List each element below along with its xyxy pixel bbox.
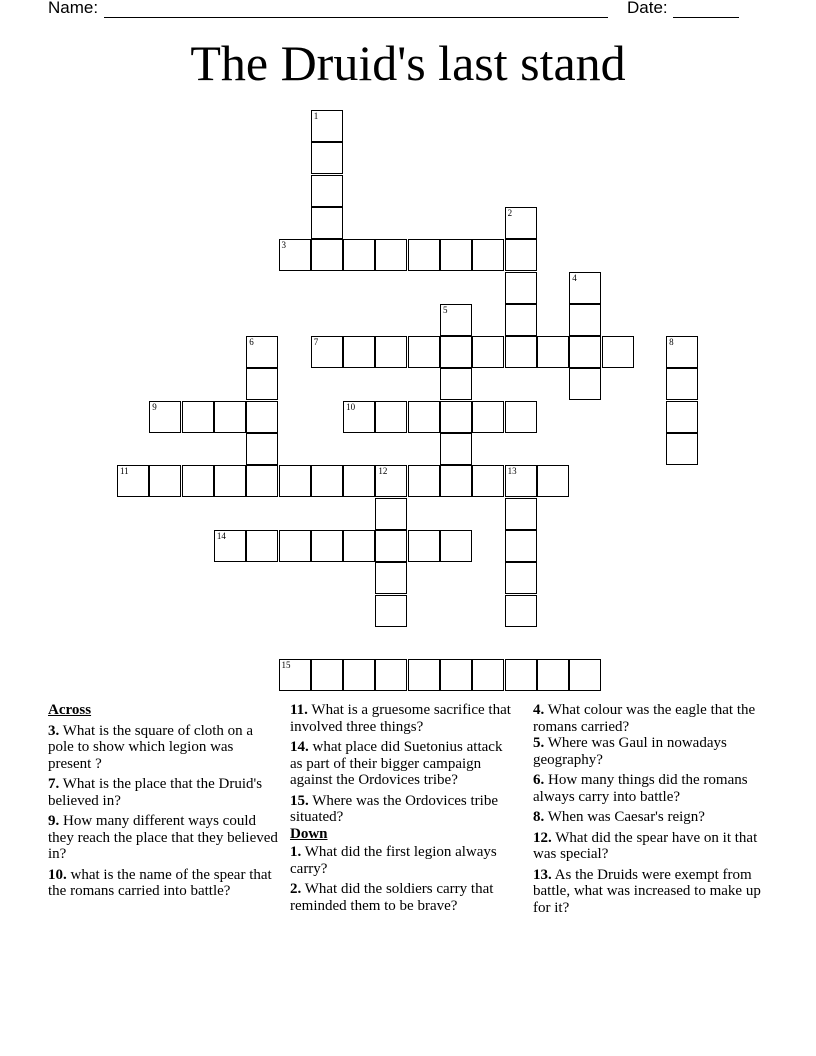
clue-number-label: 9 — [152, 401, 157, 412]
crossword-cell[interactable] — [472, 659, 504, 691]
crossword-cell[interactable] — [408, 401, 440, 433]
crossword-cell[interactable] — [246, 433, 278, 465]
clue-text: What colour was the eagle that the romans carried? — [533, 702, 756, 735]
crossword-cell[interactable] — [408, 659, 440, 691]
clue-across-3 — [48, 723, 280, 773]
crossword-cell[interactable] — [343, 336, 375, 368]
clue-number: 14. — [290, 739, 309, 755]
clue-down-6 — [533, 772, 765, 805]
crossword-cell[interactable] — [537, 659, 569, 691]
clue-text: Where was Gaul in nowadays geography? — [533, 735, 727, 768]
puzzle-title: The Druid's last stand — [190, 35, 626, 91]
crossword-cell[interactable] — [279, 239, 311, 271]
crossword-cell[interactable] — [375, 595, 407, 627]
crossword-cell[interactable] — [569, 304, 601, 336]
crossword-cell[interactable] — [505, 659, 537, 691]
crossword-cell[interactable] — [182, 401, 214, 433]
down-heading: Down — [290, 825, 328, 842]
crossword-cell[interactable] — [440, 336, 472, 368]
crossword-cell[interactable] — [343, 239, 375, 271]
clue-text: What is the square of cloth on a pole to show which legion was present ? — [48, 722, 254, 772]
clue-number: 2. — [290, 881, 302, 897]
clue-number-label: 10 — [346, 401, 356, 412]
crossword-cell[interactable] — [279, 530, 311, 562]
crossword-cell[interactable] — [246, 401, 278, 433]
clue-across-14 — [290, 739, 518, 789]
clue-number-label: 2 — [507, 207, 513, 218]
crossword-cell[interactable] — [214, 530, 246, 562]
clue-down-12 — [533, 830, 765, 863]
clue-number: 15. — [290, 792, 309, 809]
clue-text: Where was the Ordovices tribe situated? — [290, 792, 498, 825]
clue-text: What is the place that the Druid's believed in? — [48, 776, 263, 809]
crossword-cell[interactable] — [246, 465, 278, 497]
clue-number: 6. — [533, 772, 545, 788]
clue-down-4 — [533, 702, 765, 735]
clue-across-11 — [290, 702, 518, 735]
crossword-cell[interactable] — [149, 401, 181, 433]
clue-number: 4. — [533, 702, 545, 718]
crossword-cell[interactable] — [472, 336, 504, 368]
crossword-cell[interactable] — [666, 401, 698, 433]
clue-column-1 — [48, 702, 280, 904]
clue-number-label: 1 — [313, 111, 319, 121]
clue-number: 13. — [533, 866, 552, 883]
crossword-cell[interactable] — [343, 659, 375, 691]
crossword-cell[interactable] — [279, 465, 311, 497]
crossword-cell[interactable] — [602, 336, 634, 368]
name-label: Name: — [48, 0, 99, 17]
crossword-cell[interactable] — [505, 595, 537, 627]
clue-down-1 — [290, 844, 518, 877]
crossword-cell[interactable] — [311, 142, 343, 174]
crossword-cell[interactable] — [279, 659, 311, 691]
clue-number-label: 4 — [572, 272, 577, 283]
crossword-cell[interactable] — [117, 465, 149, 497]
clue-across-10 — [48, 867, 280, 900]
crossword-cell[interactable] — [375, 239, 407, 271]
clue-number-label: 8 — [669, 337, 674, 348]
clue-text: What did the spear have on it that was special? — [533, 829, 758, 862]
crossword-cell[interactable] — [311, 110, 343, 142]
clue-number-label: 11 — [120, 466, 129, 477]
crossword-cell[interactable] — [311, 465, 343, 497]
crossword-cell[interactable] — [214, 465, 246, 497]
crossword-cell[interactable] — [505, 465, 537, 497]
crossword-cell[interactable] — [311, 336, 343, 368]
crossword-cell[interactable] — [311, 239, 343, 271]
clue-across-15 — [290, 793, 518, 826]
crossword-cell[interactable] — [537, 465, 569, 497]
crossword-cell[interactable] — [440, 368, 472, 400]
crossword-cell[interactable] — [375, 401, 407, 433]
clue-down-5 — [533, 735, 765, 768]
clue-number-label: 6 — [249, 337, 254, 348]
crossword-cell[interactable] — [182, 465, 214, 497]
crossword-cell[interactable] — [569, 368, 601, 400]
clue-down-13 — [533, 867, 765, 917]
clue-number: 9. — [48, 813, 60, 829]
crossword-cell[interactable] — [375, 659, 407, 691]
crossword-cell[interactable] — [440, 530, 472, 562]
clue-column-3 — [533, 702, 765, 920]
clue-text: what is the name of the spear that the romans carried into battle? — [48, 866, 272, 899]
clue-number: 1. — [290, 844, 302, 860]
crossword-cell[interactable] — [440, 401, 472, 433]
crossword-cell[interactable] — [246, 368, 278, 400]
crossword-cell[interactable] — [343, 530, 375, 562]
clue-text: As the Druids were exempt from battle, what was increased to make up for it? — [533, 866, 761, 916]
crossword-cell[interactable] — [440, 659, 472, 691]
clue-column-2 — [290, 702, 518, 918]
clue-text: What did the first legion always carry? — [290, 844, 497, 877]
crossword-cell[interactable] — [214, 401, 246, 433]
clue-text: what place did Suetonius attack as part of their bigger campaign against the Ordovices tribe? — [290, 739, 503, 788]
crossword-cell[interactable] — [505, 401, 537, 433]
crossword-cell[interactable] — [375, 562, 407, 594]
crossword-cell[interactable] — [375, 530, 407, 562]
crossword-cell[interactable] — [666, 336, 698, 368]
clue-number-label: 5 — [443, 304, 448, 315]
clue-number-label: 3 — [281, 240, 286, 251]
clue-number: 8. — [533, 809, 545, 825]
clue-number: 3. — [48, 722, 60, 739]
crossword-cell[interactable] — [440, 465, 472, 497]
crossword-cell[interactable] — [505, 530, 537, 562]
clue-number: 7. — [48, 776, 60, 792]
crossword-cell[interactable] — [505, 562, 537, 594]
crossword-cell[interactable] — [569, 336, 601, 368]
crossword-cell[interactable] — [343, 401, 375, 433]
crossword-cell[interactable] — [440, 433, 472, 465]
clue-number: 12. — [533, 829, 552, 846]
crossword-cell[interactable] — [569, 659, 601, 691]
crossword-cell[interactable] — [472, 465, 504, 497]
clue-number-label: 13 — [507, 466, 517, 477]
clue-across-9 — [48, 813, 280, 863]
crossword-cell[interactable] — [569, 272, 601, 304]
clue-number-label: 14 — [216, 530, 226, 541]
date-label: Date: — [627, 0, 668, 17]
crossword-cell[interactable] — [505, 239, 537, 271]
crossword-cell[interactable] — [505, 498, 537, 530]
clue-number: 11. — [290, 702, 308, 718]
crossword-cell[interactable] — [472, 239, 504, 271]
crossword-cell[interactable] — [440, 304, 472, 336]
crossword-cell[interactable] — [537, 336, 569, 368]
crossword-cell[interactable] — [666, 433, 698, 465]
crossword-cell[interactable] — [343, 465, 375, 497]
clue-number-label: 12 — [378, 466, 388, 477]
clue-text: How many things did the romans always carry into battle? — [533, 772, 748, 805]
crossword-cell[interactable] — [408, 239, 440, 271]
across-heading: Across — [48, 702, 92, 718]
crossword-cell[interactable] — [375, 465, 407, 497]
clue-down-2 — [290, 881, 518, 914]
clue-down-8 — [533, 809, 765, 826]
crossword-cell[interactable] — [375, 336, 407, 368]
crossword-cell[interactable] — [505, 336, 537, 368]
crossword-cell[interactable] — [505, 272, 537, 304]
clue-number: 5. — [533, 735, 545, 751]
crossword-cell[interactable] — [505, 304, 537, 336]
crossword-cell[interactable] — [246, 530, 278, 562]
clue-number-label: 15 — [281, 660, 291, 671]
crossword-cell[interactable] — [246, 336, 278, 368]
clue-text: What did the soldiers carry that reminded them to be brave? — [290, 881, 494, 914]
clue-text: How many different ways could they reach the place that they believed in? — [48, 813, 278, 862]
crossword-cell[interactable] — [311, 175, 343, 207]
crossword-cell[interactable] — [472, 401, 504, 433]
crossword-cell[interactable] — [666, 368, 698, 400]
clue-text: What is a gruesome sacrifice that involved three things? — [290, 702, 511, 735]
clue-number: 10. — [48, 866, 67, 883]
crossword-cell[interactable] — [311, 530, 343, 562]
crossword-cell[interactable] — [408, 336, 440, 368]
crossword-cell[interactable] — [311, 207, 343, 239]
crossword-cell[interactable] — [440, 239, 472, 271]
clue-text: When was Caesar's reign? — [544, 809, 705, 825]
crossword-cell[interactable] — [375, 498, 407, 530]
crossword-cell[interactable] — [505, 207, 537, 239]
crossword-cell[interactable] — [311, 659, 343, 691]
crossword-cell[interactable] — [408, 465, 440, 497]
clue-number-label: 7 — [313, 337, 319, 348]
clue-across-7 — [48, 776, 280, 809]
crossword-cell[interactable] — [408, 530, 440, 562]
crossword-cell[interactable] — [149, 465, 181, 497]
